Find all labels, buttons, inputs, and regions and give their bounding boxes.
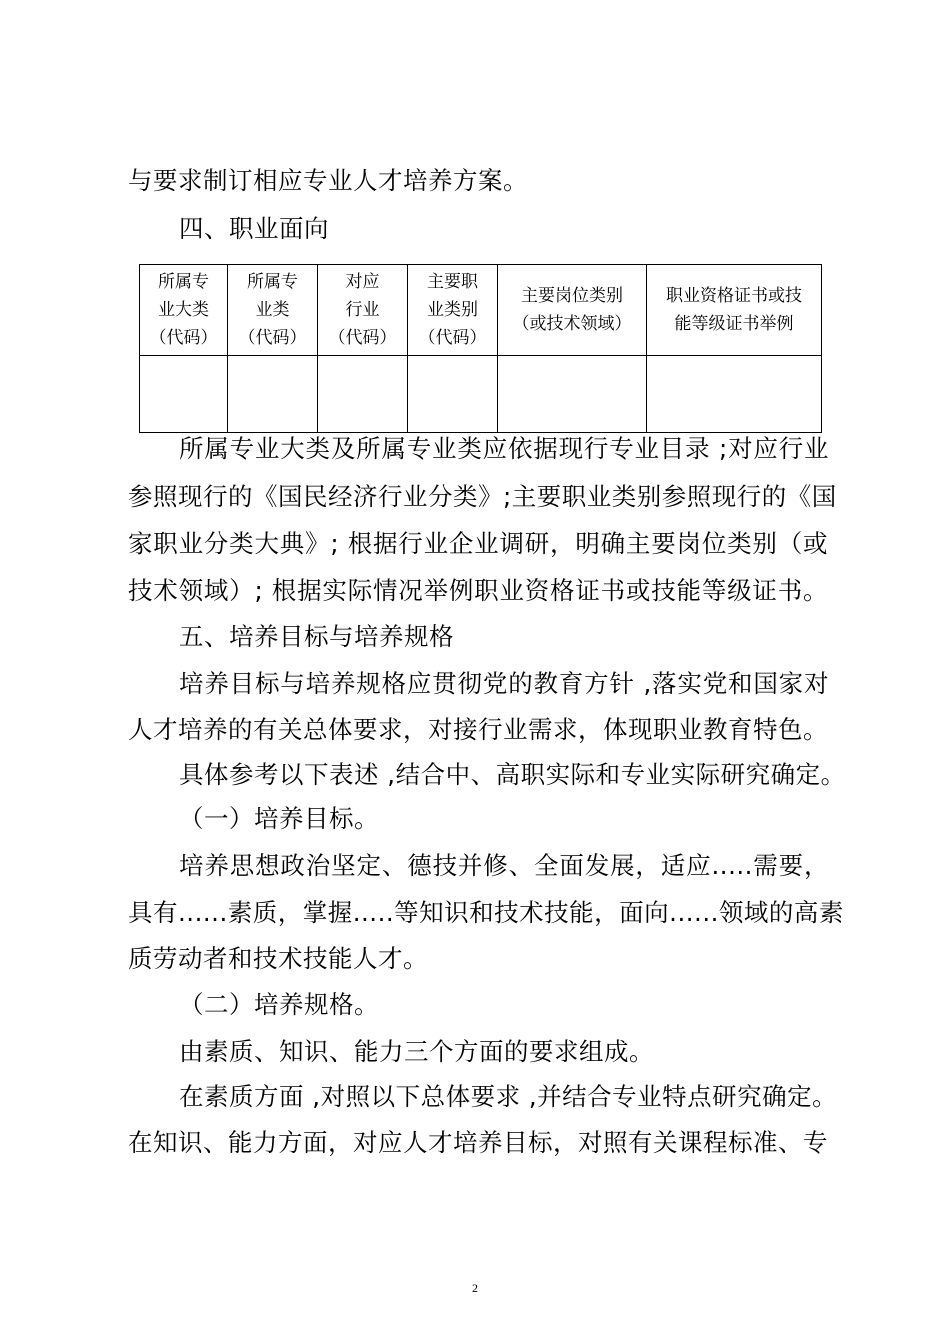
paragraph-line: 在知识、能力方面，对应人才培养目标，对照有关课程标准、专 [128, 1128, 828, 1157]
paragraph-line: 由素质、知识、能力三个方面的要求组成。 [179, 1037, 654, 1066]
paragraph-line: 人才培养的有关总体要求，对接行业需求，体现职业教育特色。 [128, 715, 828, 744]
paragraph-line: 具有......素质，掌握.....等知识和技术技能，面向......领域的高素 [128, 898, 844, 927]
paragraph-line: 所属专业大类及所属专业类应依据现行专业目录 ;对应行业 [179, 434, 829, 463]
table-cell [647, 356, 822, 433]
paragraph-line: 质劳动者和技术技能人才。 [128, 944, 428, 973]
table-cell [228, 356, 318, 433]
table-cell [140, 356, 228, 433]
table-cell [318, 356, 408, 433]
paragraph-line: 技术领域）; 根据实际情况举例职业资格证书或技能等级证书。 [128, 576, 828, 605]
section-heading-goals: 五、培养目标与培养规格 [179, 622, 454, 651]
career-orientation-table [139, 264, 822, 433]
subheading-training-spec: （二）培养规格。 [179, 990, 379, 1019]
paragraph-line: 与要求制订相应专业人才培养方案。 [128, 166, 528, 195]
paragraph-line: 培养思想政治坚定、德技并修、全面发展，适应.....需要， [179, 851, 829, 880]
table-cell [408, 356, 498, 433]
paragraph-line: 参照现行的《国民经济行业分类》;主要职业类别参照现行的《国 [128, 482, 837, 511]
table-row [140, 356, 822, 433]
paragraph-line: 具体参考以下表述 ,结合中、高职实际和专业实际研究确定。 [179, 760, 846, 789]
paragraph-line: 家职业分类大典》; 根据行业企业调研，明确主要岗位类别（或 [128, 529, 828, 558]
table-cell [498, 356, 647, 433]
table-header-cell: 所属专 业类 （代码） [228, 265, 318, 356]
paragraph-line: 培养目标与培养规格应贯彻党的教育方针 ,落实党和国家对 [179, 669, 829, 698]
section-heading-career: 四、职业面向 [179, 214, 329, 243]
table-header-cell: 对应 行业 （代码） [318, 265, 408, 356]
table-header-cell: 所属专 业大类 （代码） [140, 265, 228, 356]
table-header-cell: 主要岗位类别 （或技术领域） [498, 265, 647, 356]
table-header-cell: 主要职 业类别 （代码） [408, 265, 498, 356]
table-header-row [140, 265, 822, 356]
page-number: 2 [472, 1281, 478, 1295]
subheading-training-goal: （一）培养目标。 [179, 804, 379, 833]
table-header-cell: 职业资格证书或技 能等级证书举例 [647, 265, 822, 356]
paragraph-line: 在素质方面 ,对照以下总体要求 ,并结合专业特点研究确定。 [179, 1082, 838, 1111]
